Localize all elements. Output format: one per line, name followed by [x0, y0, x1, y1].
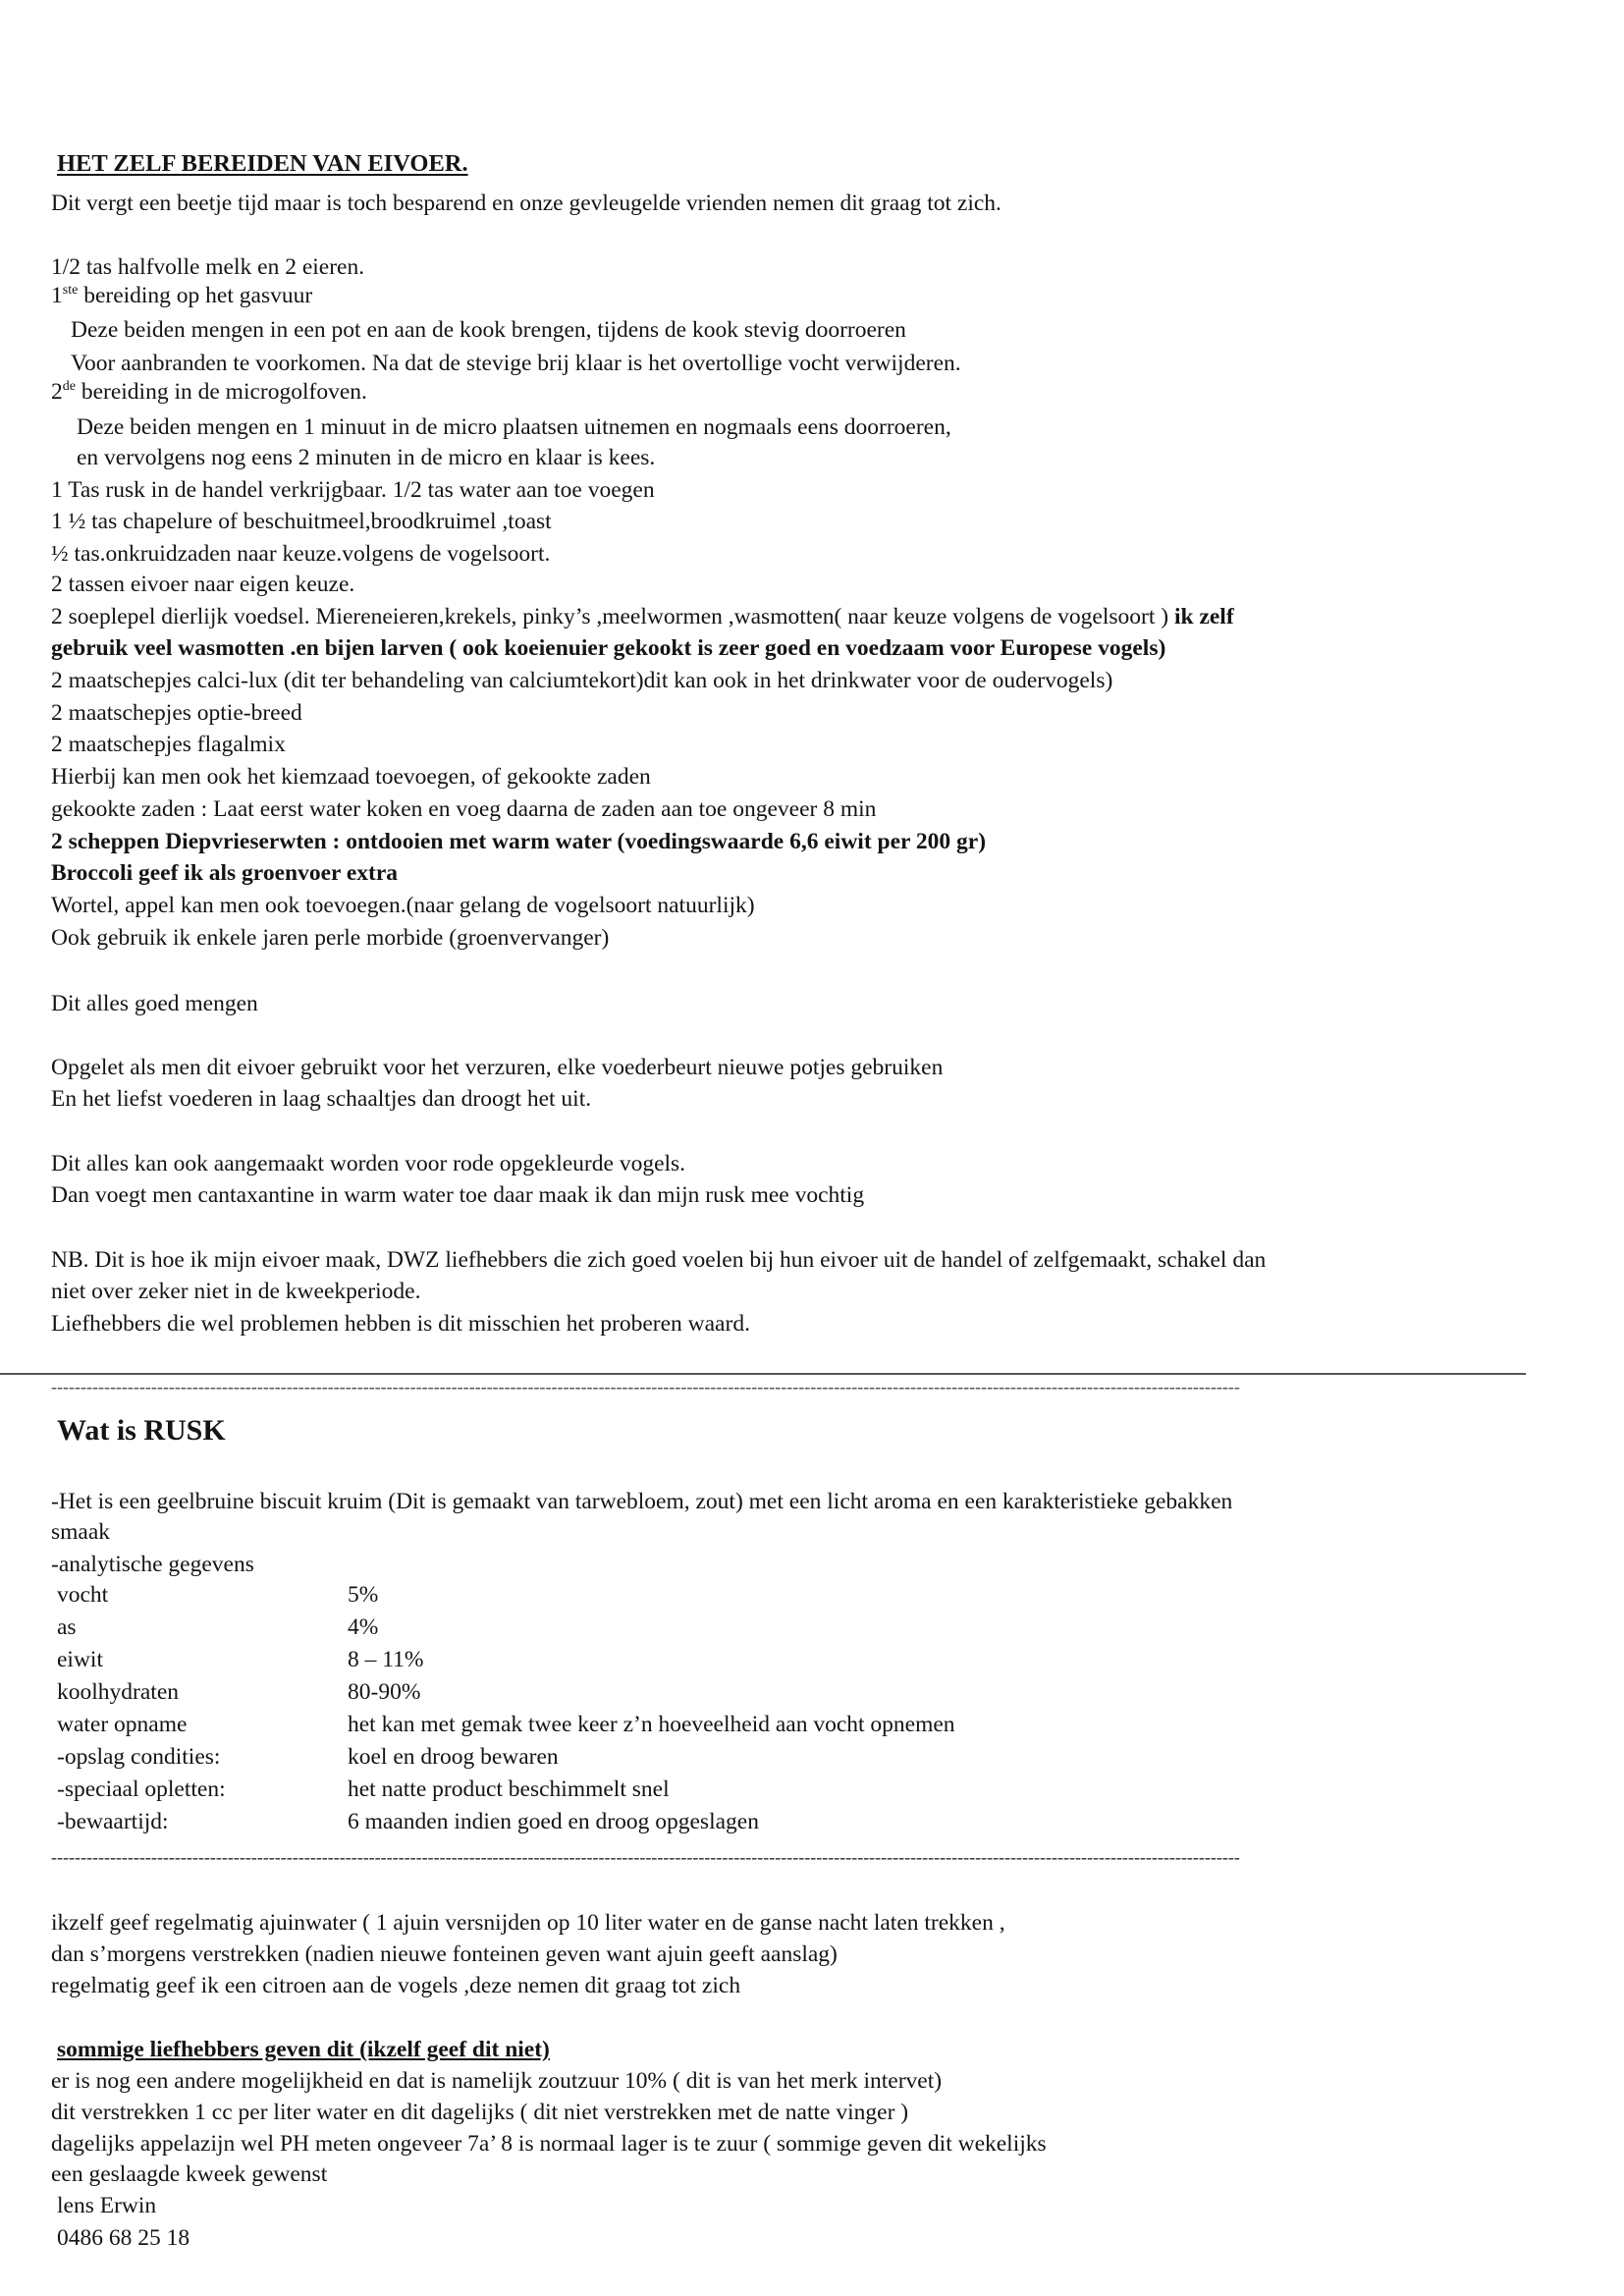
page-title: HET ZELF BEREIDEN VAN EIVOER. — [57, 150, 468, 177]
rusk-section-title: Wat is RUSK — [57, 1414, 226, 1447]
ingredient-dierlijk-voedsel: 2 soeplepel dierlijk voedsel. Miereneieren,krekels, pinky’s ,meelwormen ,wasmotten( naar keuze volgens de vogelsoort ) ik zelf — [51, 604, 1234, 629]
table-row-key: water opname — [57, 1712, 188, 1737]
ingredient-eivoer: 2 tassen eivoer naar eigen keuze. — [51, 572, 355, 597]
intro-text: Dit vergt een beetje tijd maar is toch besparend en onze gevleugelde vrienden nemen dit graag tot zich. — [51, 191, 1001, 216]
table-row-key: -bewaartijd: — [57, 1809, 169, 1834]
warning-line-1: Opgelet als men dit eivoer gebruikt voor het verzuren, elke voederbeurt nieuwe potjes gebruiken — [51, 1055, 944, 1080]
sommige-line-2: dit verstrekken 1 cc per liter water en dit dagelijks ( dit niet verstrekken met de natte vinger ) — [51, 2100, 909, 2125]
warning-line-2: En het liefst voederen in laag schaaltjes dan droogt het uit. — [51, 1086, 592, 1112]
table-row-value: 6 maanden indien goed en droog opgeslagen — [348, 1809, 759, 1834]
ingredient-rusk: 1 Tas rusk in de handel verkrijgbaar. 1/2 tas water aan toe voegen — [51, 477, 655, 503]
ingredient-onkruidzaden: ½ tas.onkruidzaden naar keuze.volgens de vogelsoort. — [51, 541, 551, 567]
table-row-key: vocht — [57, 1582, 109, 1608]
ingredient-chapelure: 1 ½ tas chapelure of beschuitmeel,broodkruimel ,toast — [51, 509, 552, 534]
gekookte-zaden-line: gekookte zaden : Laat eerst water koken en voeg daarna de zaden aan toe ongeveer 8 min — [51, 796, 877, 822]
table-row-key: -speciaal opletten: — [57, 1777, 226, 1802]
table-row-key: eiwit — [57, 1647, 103, 1672]
preparation-2-step-b: en vervolgens nog eens 2 minuten in de micro en klaar is kees. — [77, 445, 656, 470]
table-row-value: 5% — [348, 1582, 379, 1608]
note-line-3: Liefhebbers die wel problemen hebben is dit misschien het proberen waard. — [51, 1311, 750, 1337]
wortel-line: Wortel, appel kan men ook toevoegen.(naar gelang de vogelsoort natuurlijk) — [51, 893, 755, 918]
dashed-divider-top: ---------------------------------------------------------------------------------------------------------------------------------------------------------------------------------------------------------- — [51, 1378, 1240, 1395]
sommige-line-1: er is nog een andere mogelijkheid en dat is namelijk zoutzuur 10% ( dit is van het merk intervet) — [51, 2068, 943, 2094]
mix-instruction: Dit alles goed mengen — [51, 991, 258, 1016]
table-row-value: het natte product beschimmelt snel — [348, 1777, 670, 1802]
author-name: lens Erwin — [57, 2193, 157, 2218]
table-row-key: -opslag condities: — [57, 1744, 221, 1770]
rusk-analytics-heading: -analytische gegevens — [51, 1552, 254, 1577]
table-row-value: 8 – 11% — [348, 1647, 424, 1672]
ingredient-calci-lux: 2 maatschepjes calci-lux (dit ter behandeling van calciumtekort)dit kan ook in het drinkwater voor de oudervogels) — [51, 668, 1113, 693]
note-line-2: niet over zeker niet in de kweekperiode. — [51, 1279, 421, 1304]
table-row-key: koolhydraten — [57, 1679, 179, 1705]
ajuin-line-1: ikzelf geef regelmatig ajuinwater ( 1 ajuin versnijden op 10 liter water en de ganse nacht laten trekken , — [51, 1910, 1005, 1936]
table-row-value: 80-90% — [348, 1679, 421, 1705]
preparation-2-step-a: Deze beiden mengen en 1 minuut in de micro plaatsen uitnemen en nogmaals eens doorroeren, — [77, 414, 951, 440]
phone-number: 0486 68 25 18 — [57, 2225, 190, 2251]
ingredient-milk: 1/2 tas halfvolle melk en 2 eieren. — [51, 254, 365, 280]
broccoli-line: Broccoli geef ik als groenvoer extra — [51, 860, 399, 886]
kiemzaad-line: Hierbij kan men ook het kiemzaad toevoegen, of gekookte zaden — [51, 764, 651, 790]
note-line-1: NB. Dit is hoe ik mijn eivoer maak, DWZ liefhebbers die zich goed voelen bij hun eivoer uit de handel of zelfgemaakt, schakel dan — [51, 1247, 1267, 1273]
scan-divider-line — [0, 1373, 1526, 1375]
sommige-line-3: dagelijks appelazijn wel PH meten ongeveer 7a’ 8 is normaal lager is te zuur ( sommige geven dit wekelijks — [51, 2131, 1047, 2157]
closing-wish: een geslaagde kweek gewenst — [51, 2161, 328, 2187]
ingredient-dierlijk-voedsel-continued: gebruik veel wasmotten .en bijen larven ( ook koeienuier gekookt is zeer goed en voedzaam voor Europese vogels) — [51, 635, 1166, 661]
table-row-value: koel en droog bewaren — [348, 1744, 559, 1770]
sommige-section-heading: sommige liefhebbers geven dit (ikzelf geef dit niet) — [57, 2037, 550, 2062]
citroen-line: regelmatig geef ik een citroen aan de vogels ,deze nemen dit graag tot zich — [51, 1973, 741, 1998]
diepvrieserwten-line: 2 scheppen Diepvrieserwten : ontdooien met warm water (voedingswaarde 6,6 eiwit per 200 gr) — [51, 829, 987, 854]
table-row-value: het kan met gemak twee keer z’n hoeveelheid aan vocht opnemen — [348, 1712, 955, 1737]
red-birds-line-2: Dan voegt men cantaxantine in warm water toe daar maak ik dan mijn rusk mee vochtig — [51, 1182, 865, 1208]
ingredient-flagalmix: 2 maatschepjes flagalmix — [51, 732, 286, 757]
table-row-key: as — [57, 1614, 77, 1640]
ingredient-optie-breed: 2 maatschepjes optie-breed — [51, 700, 302, 726]
preparation-1-step-b: Voor aanbranden te voorkomen. Na dat de stevige brij klaar is het overtollige vocht verwijderen. — [71, 351, 961, 376]
rusk-description-line-1: -Het is een geelbruine biscuit kruim (Dit is gemaakt van tarwebloem, zout) met een licht aroma en een karakteristieke gebakken — [51, 1489, 1233, 1514]
ajuin-line-2: dan s’morgens verstrekken (nadien nieuwe fonteinen geven want ajuin geeft aanslag) — [51, 1941, 838, 1967]
preparation-1-step-a: Deze beiden mengen in een pot en aan de kook brengen, tijdens de kook stevig doorroeren — [71, 317, 906, 343]
perle-morbide-line: Ook gebruik ik enkele jaren perle morbide (groenvervanger) — [51, 925, 610, 951]
dashed-divider-bottom: ---------------------------------------------------------------------------------------------------------------------------------------------------------------------------------------------------------- — [51, 1848, 1240, 1866]
table-row-value: 4% — [348, 1614, 379, 1640]
preparation-2-heading: 2de bereiding in de microgolfoven. — [51, 379, 367, 405]
rusk-description-line-2: smaak — [51, 1519, 111, 1545]
preparation-1-heading: 1ste bereiding op het gasvuur — [51, 283, 313, 308]
red-birds-line-1: Dit alles kan ook aangemaakt worden voor rode opgekleurde vogels. — [51, 1151, 686, 1176]
